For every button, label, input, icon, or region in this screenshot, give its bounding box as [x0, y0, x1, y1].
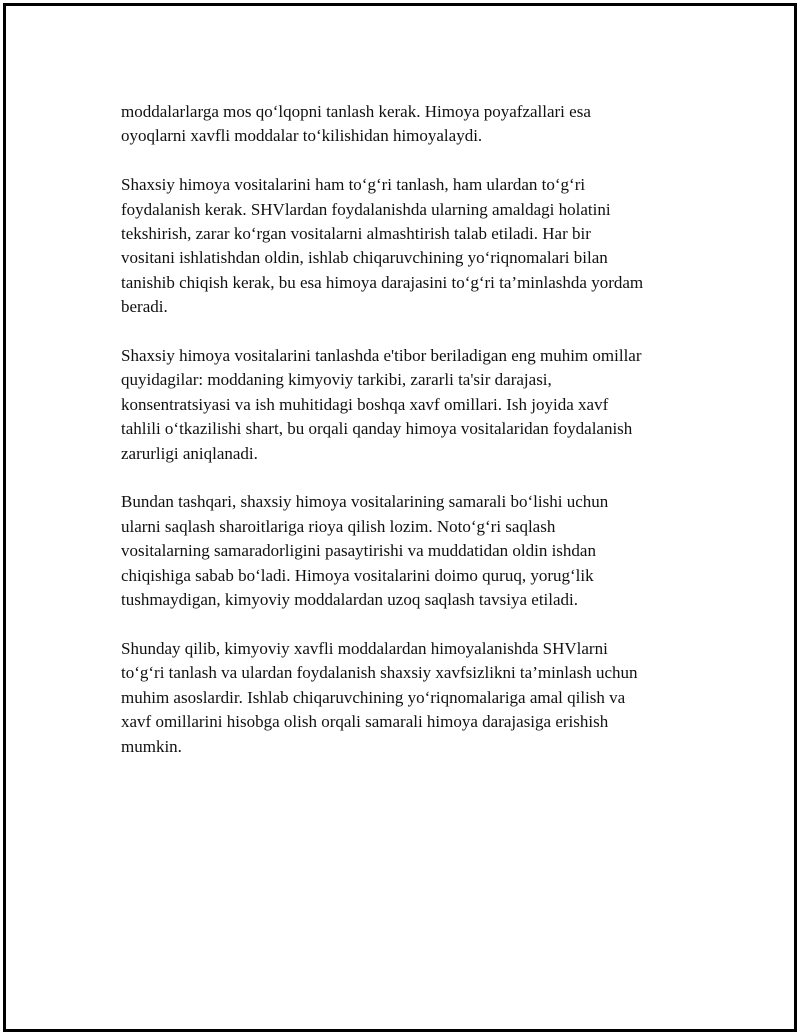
text-line: foydalanish kerak. SHVlardan foydalanishda ularning amaldagi holatini — [121, 199, 611, 219]
text-line: mumkin. — [121, 736, 182, 756]
text-line: Shaxsiy himoya vositalarini tanlashda e'tibor beriladigan eng muhim omillar — [121, 346, 642, 366]
paragraph-2 — [121, 173, 696, 319]
text-line: xavf omillarini hisobga olish orqali samarali himoya darajasiga erishish — [121, 712, 609, 732]
text-line: tushmaydigan, kimyoviy moddalardan uzoq saqlash tavsiya etiladi. — [121, 590, 579, 610]
text-line: konsentratsiyasi va ish muhitidagi boshqa xavf omillari. Ish joyida xavf — [121, 394, 609, 414]
text-line: ularni saqlash sharoitlariga rioya qilish lozim. Noto‘g‘ri saqlash — [121, 516, 556, 536]
text-line: Bundan tashqari, shaxsiy himoya vositalarining samarali bo‘lishi uchun — [121, 492, 609, 512]
text-line: oyoqlarni xavfli moddalar to‘kilishidan himoyalaydi. — [121, 126, 483, 146]
paragraph-1 — [121, 100, 696, 149]
text-line: zarurligi aniqlanadi. — [121, 443, 258, 463]
text-line: moddalarlarga mos qo‘lqopni tanlash kerak. Himoya poyafzallari esa — [121, 102, 591, 121]
document-body — [121, 100, 696, 783]
text-line: tekshirish, zarar ko‘rgan vositalarni almashtirish talab etiladi. Har bir — [121, 224, 591, 244]
text-line: vositani ishlatishdan oldin, ishlab chiqaruvchining yo‘riqnomalari bilan — [121, 248, 608, 268]
paragraph-5 — [121, 637, 696, 759]
text-line: chiqishiga sabab bo‘ladi. Himoya vositalarini doimo quruq, yorug‘lik — [121, 565, 594, 585]
text-line: quyidagilar: moddaning kimyoviy tarkibi, zararli ta'sir darajasi, — [121, 370, 552, 390]
text-line: tahlili o‘tkazilishi shart, bu orqali qanday himoya vositalaridan foydalanish — [121, 419, 633, 439]
text-line: Shunday qilib, kimyoviy xavfli moddalardan himoyalanishda SHVlarni — [121, 638, 608, 658]
page-frame — [3, 3, 797, 1032]
text-line: muhim asoslardir. Ishlab chiqaruvchining yo‘riqnomalariga amal qilish va — [121, 687, 626, 707]
text-line: beradi. — [121, 297, 168, 317]
text-line: vositalarning samaradorligini pasaytirishi va muddatidan oldin ishdan — [121, 541, 596, 561]
text-line: to‘g‘ri tanlash va ulardan foydalanish shaxsiy xavfsizlikni ta’minlash uchun — [121, 663, 638, 683]
paragraph-3 — [121, 344, 696, 466]
text-line: tanishib chiqish kerak, bu esa himoya darajasini to‘g‘ri ta’minlashda yordam — [121, 272, 644, 292]
text-line: Shaxsiy himoya vositalarini ham to‘g‘ri tanlash, ham ulardan to‘g‘ri — [121, 175, 586, 195]
paragraph-4 — [121, 490, 696, 612]
